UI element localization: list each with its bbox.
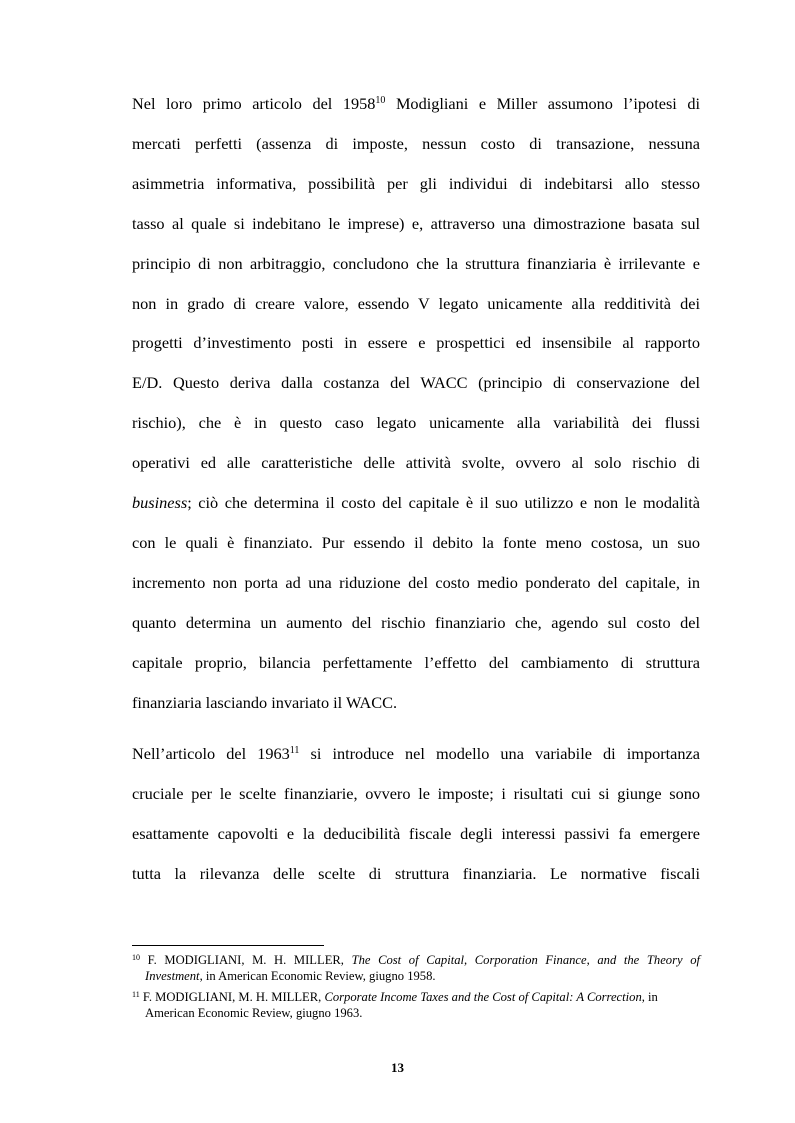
cited-title: The Cost of Capital, Corporation Finance, and the Theory of (351, 953, 700, 967)
footnote-number: 11 (132, 990, 140, 999)
text-line: Nell’articolo del 1963$^{11}$ si introduce nel modello una variabile di importanza (132, 744, 701, 763)
footnote-line: $^{10}$ F. MODIGLIANI, M. H. MILLER, The Cost of Capital, Corporation Finance, and the Theory of (132, 953, 700, 967)
footnote-ref-11: 11 (289, 745, 300, 756)
cited-title: Investment (145, 969, 200, 983)
text-line: tasso al quale si indebitano le imprese) e, attraverso una dimostrazione basata sul (132, 213, 700, 233)
footnote-ref-10: 10 (375, 95, 386, 106)
text-line: finanziaria lasciando invariato il WACC. (132, 692, 398, 712)
footnote-number: 10 (132, 953, 140, 962)
text-line: non in grado di creare valore, essendo V legato unicamente alla redditività dei (132, 293, 700, 313)
text-line: esattamente capovolti e la deducibilità fiscale degli interessi passivi fa emergere (132, 823, 700, 843)
paragraph-2 (132, 734, 700, 894)
footnote-line: American Economic Review, giugno 1963. (145, 1006, 363, 1020)
text-line: rischio), che è in questo caso legato unicamente alla variabilità dei flussi (132, 413, 700, 433)
text-line: progetti d’investimento posti in essere e prospettici ed insensibile al rapporto (132, 333, 700, 353)
text-line: E/D. Questo deriva dalla costanza del WACC (principio di conservazione del (132, 373, 700, 393)
text-line: con le quali è finanziato. Pur essendo il debito la fonte meno costosa, un suo (132, 532, 700, 552)
footnote-separator (132, 945, 324, 946)
text-line: cruciale per le scelte finanziarie, ovvero le imposte; i risultati cui si giunge sono (132, 783, 700, 803)
footnote-10 (132, 952, 700, 984)
text-line: Nel loro primo articolo del 1958$^{10}$ Modigliani e Miller assumono l’ipotesi di (132, 94, 700, 113)
footnote-11 (132, 989, 700, 1021)
paragraph-1 (132, 84, 700, 723)
italic-term: business (132, 493, 188, 513)
text-line: business; ciò che determina il costo del capitale è il suo utilizzo e non le modalità (132, 493, 700, 513)
page-number: 13 (391, 1060, 404, 1075)
text-line: quanto determina un aumento del rischio finanziario che, agendo sul costo del (132, 612, 700, 632)
footnote-line: Investment, in American Economic Review, giugno 1958. (145, 969, 436, 983)
text-line: operativi ed alle caratteristiche delle attività svolte, ovvero al solo rischio di (132, 453, 700, 473)
text-line: capitale proprio, bilancia perfettamente l’effetto del cambiamento di struttura (132, 652, 700, 672)
cited-title: Corporate Income Taxes and the Cost of Capital: A Correction (324, 990, 642, 1004)
text-line: tutta la rilevanza delle scelte di struttura finanziaria. Le normative fiscali (132, 863, 700, 883)
text-line: asimmetria informativa, possibilità per gli individui di indebitarsi allo stesso (132, 173, 700, 193)
text-line: mercati perfetti (assenza di imposte, nessun costo di transazione, nessuna (132, 133, 700, 153)
footnote-line: $^{11}$ F. MODIGLIANI, M. H. MILLER, Corporate Income Taxes and the Cost of Capital: A Correction, in (132, 990, 658, 1004)
text-line: incremento non porta ad una riduzione del costo medio ponderato del capitale, in (132, 572, 700, 592)
text-line: principio di non arbitraggio, concludono che la struttura finanziaria è irrilevante e (132, 253, 700, 273)
